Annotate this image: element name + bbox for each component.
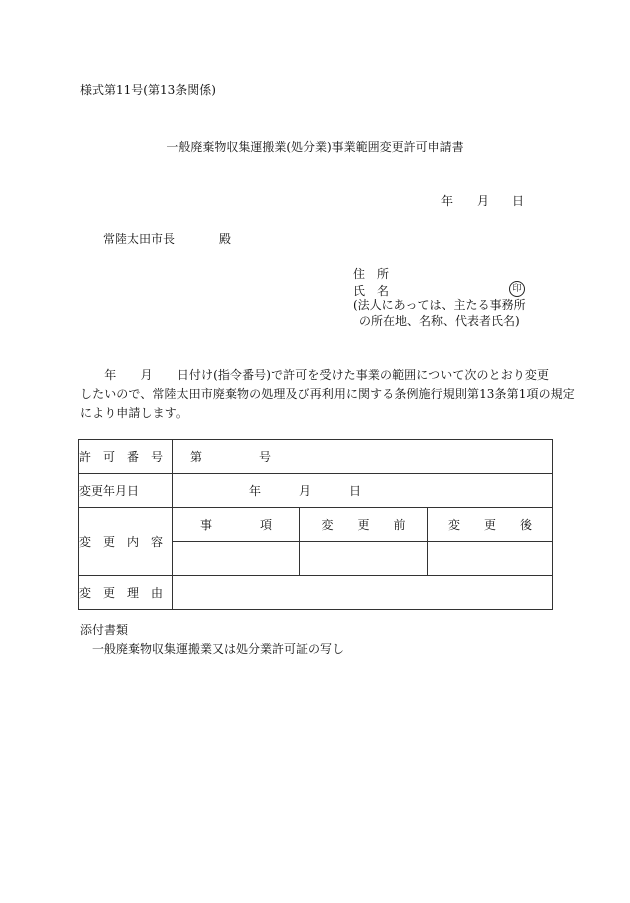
change-content-label: 変 更 内 容 bbox=[79, 508, 173, 576]
change-reason-label: 変 更 理 由 bbox=[79, 576, 173, 610]
applicant-name-label: 氏 名 bbox=[353, 284, 390, 298]
request-body bbox=[80, 366, 575, 423]
column-item-header: 事 項 bbox=[173, 508, 300, 542]
request-body-line1: 年 月 日付け(指令番号)で許可を受けた事業の範囲について次のとおり変更 bbox=[80, 368, 550, 382]
change-before-cell bbox=[300, 542, 428, 576]
addressee-honorific: 殿 bbox=[219, 232, 232, 246]
date-month: 月 bbox=[477, 194, 490, 208]
column-before-header: 変 更 前 bbox=[300, 508, 428, 542]
attachment-item: 一般廃棄物収集運搬業又は処分業許可証の写し bbox=[92, 642, 345, 656]
change-date-field bbox=[173, 474, 553, 508]
form-number: 様式第11号(第13条関係) bbox=[80, 83, 216, 97]
applicant-note-line2: の所在地、名称、代表者氏名) bbox=[359, 314, 520, 328]
applicant-note-line1: (法人にあっては、主たる事務所 bbox=[353, 298, 526, 312]
change-item-cell bbox=[173, 542, 300, 576]
change-reason-row bbox=[79, 576, 553, 610]
permit-number-suffix: 号 bbox=[259, 450, 272, 464]
change-date-month: 月 bbox=[299, 484, 312, 498]
date-year: 年 bbox=[441, 194, 454, 208]
addressee bbox=[103, 230, 231, 247]
applicant-address-label: 住 所 bbox=[353, 267, 390, 281]
request-body-line3: により申請します。 bbox=[80, 406, 188, 420]
permit-number-row bbox=[79, 440, 553, 474]
change-date-label: 変更年月日 bbox=[79, 474, 173, 508]
permit-number-label: 許 可 番 号 bbox=[79, 440, 173, 474]
attachments-heading: 添付書類 bbox=[80, 623, 129, 637]
change-date-year: 年 bbox=[249, 484, 262, 498]
application-table bbox=[78, 439, 553, 610]
change-date-row bbox=[79, 474, 553, 508]
seal-mark: 印 bbox=[509, 281, 525, 297]
change-date-day: 日 bbox=[349, 484, 362, 498]
request-body-line2: したいので、常陸太田市廃棄物の処理及び再利用に関する条例施行規則第13条第1項の規定 bbox=[80, 387, 575, 401]
change-content-header-row bbox=[79, 508, 553, 542]
change-after-cell bbox=[428, 542, 553, 576]
date-day: 日 bbox=[512, 194, 525, 208]
addressee-name: 常陸太田市長 bbox=[103, 232, 176, 246]
column-after-header: 変 更 後 bbox=[428, 508, 553, 542]
document-title: 一般廃棄物収集運搬業(処分業)事業範囲変更許可申請書 bbox=[166, 140, 464, 154]
change-reason-field bbox=[173, 576, 553, 610]
permit-number-field bbox=[173, 440, 553, 474]
permit-number-prefix: 第 bbox=[190, 450, 203, 464]
